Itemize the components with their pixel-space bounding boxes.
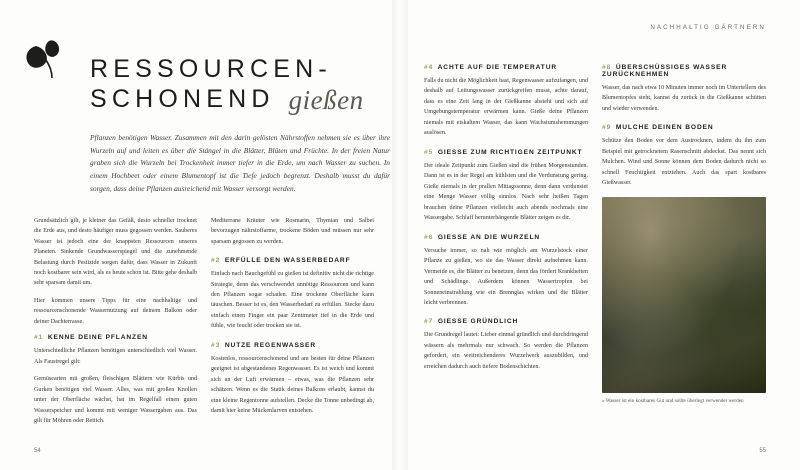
section-title: KENNE DEINE PFLANZEN — [47, 334, 148, 342]
paragraph: Hier kommen unsere Tipps für eine nachhaltige und ressourcenschonende Wassernutzung auf deinem Balkon oder deiner Dachterrasse. — [34, 297, 197, 325]
intro-paragraph: Pflanzen benötigen Wasser. Zusammen mit den darin gelösten Nährstoffen nehmen sie es über ihre Wurzeln auf und leiten es über die Stängel in die Blätter, Blüten und Früchte. In der freien Natur graben sich die Wurzeln bei Trockenheit immer tiefer in die Erde, um nach Wasser zu suchen. In einem Hochbeet oder einem Blumentopf ist die Tiefe jedoch begrenzt. Deshalb musst du dafür sorgen, dass deine Pflanzen ausreichend mit Wasser versorgt werden. — [90, 133, 390, 193]
section-heading-8 — [602, 64, 766, 78]
section-number: #5 — [424, 148, 434, 156]
section-title: GIESSE ZUM RICHTIGEN ZEITPUNKT — [437, 148, 583, 156]
section-title: NUTZE REGENWASSER — [224, 341, 317, 349]
paragraph: Versuche immer, so nah wie möglich am Wurzelstock einer Pflanze zu gießen, wo sie das Wasser direkt aufnehmen kann. Vermeide es, die Blätter zu benetzen, denn das fördert Krankheiten und Schädlinge. Außerdem können Wassertropfen bei Sonneneinstrahlung wie ein Brennglas wirken und die Blätter leicht verbrennen. — [424, 247, 588, 306]
paragraph: Wasser, das nach etwa 10 Minuten immer noch im Untertellern des Blumentopfes steht, kannst du zurück in die Gießkanne schütten und wieder verwenden. — [602, 85, 766, 112]
section-number: #8 — [602, 64, 612, 71]
paragraph: Mediterrane Kräuter wie Rosmarin, Thymian und Salbei bevorzugen nährstoffarme, trockene Böden und müssen nur sehr sparsam gegossen zu werden. — [211, 217, 374, 245]
right-column-1 — [424, 60, 588, 406]
paragraph: Gemüsearten mit großen, fleischigen Blättern wie Kürbis und Gurken benötigen viel Wasser. Alles, was mit großen Knollen unter der Oberfläche wächst, hat im Regelfall einen guten Wasserspeicher und kommt mit weniger Wassergaben aus. Das gilt für Möhren oder Rettich. — [34, 376, 197, 425]
left-page-columns — [34, 216, 374, 434]
paragraph: Falls du nicht die Möglichkeit hast, Regenwasser aufzufangen, und deshalb auf Leitungswasser zurückgreifen musst, achte darauf, dass es eine Zeit lang in der Gießkanne absteht und sich auf Umgebungstemperatur erwärmen kann. Gieße deine Pflanzen niemals mit eiskaltem Wasser, das kann Wachstumshemmungen auslösen. — [424, 78, 588, 137]
left-column-1 — [34, 216, 197, 434]
caption-text: Wasser ist ein kostbares Gut und sollte überlegt verwendet werden — [605, 397, 744, 404]
leaf-decoration-icon — [22, 36, 68, 82]
section-title: GIESSE GRÜNDLICH — [437, 318, 519, 326]
section-title: ERFÜLLE DEN WASSERBEDARF — [224, 257, 351, 265]
title-line-1: RESSOURCEN- — [90, 55, 332, 83]
section-number: #3 — [211, 341, 221, 349]
section-title: GIESSE AN DIE WURZELN — [437, 233, 541, 241]
page-number-right: 55 — [759, 448, 766, 454]
title-line-2-row — [90, 83, 374, 114]
section-heading-1 — [34, 334, 197, 341]
section-number: #7 — [424, 318, 434, 326]
right-page — [400, 0, 800, 470]
section-heading-4 — [424, 64, 588, 71]
section-number: #2 — [211, 257, 221, 265]
right-page-columns — [424, 60, 766, 406]
section-heading-5 — [424, 149, 588, 156]
section-number: #6 — [424, 233, 434, 241]
right-column-2 — [602, 60, 766, 406]
title-line-2: SCHONEND — [90, 85, 275, 113]
section-heading-9 — [602, 124, 766, 131]
title-script-word: gießen — [288, 85, 364, 115]
paragraph: Unterschiedliche Pflanzen benötigen unterschiedlich viel Wasser. Als Faustregel gilt: — [34, 348, 197, 365]
section-number: #9 — [602, 124, 612, 132]
photo-caption — [602, 398, 752, 406]
caption-arrow-icon: » — [602, 397, 604, 404]
section-heading-3 — [211, 342, 374, 349]
running-head: NACHHALTIG GÄRTNERN — [650, 24, 766, 31]
page-number-left: 54 — [34, 448, 41, 454]
paragraph: Schütze den Boden vor dem Austrocknen, indem du ihn zum Beispiel mit getrocknetem Rasenschnitt abdeckst. Das nennt sich Mulchen. Wind und Sonne können dem Boden dadurch nicht so schnell Feuchtigkeit entziehen. Auch das spart kostbares Gießwasser. — [602, 138, 766, 187]
section-heading-7 — [424, 318, 588, 325]
paragraph: Der ideale Zeitpunkt zum Gießen sind die frühen Morgenstunden. Dann ist es in der Regel am kühlsten und die Verdunstung gering. Gieße niemals in der prallen Mittagssonne, denn dann verdunstet eine Menge Wasser völlig sinnlos. Nach sehr heißen Tagen brauchen deine Pflanzen vielleicht auch abends nochmals eine Wassergabe. Schlaff herunterhängende Blätter zeigen es dir. — [424, 162, 588, 222]
paragraph: Grundsätzlich gilt, je kleiner das Gefäß, desto schneller trocknet die Erde aus, und desto häufiger muss gegossen werden. Sauberes Wasser ist jedoch eine der knappsten Ressourcen unseres Planeten. Sinkende Grundwasserspiegel und die zunehmende Belastung durch Pestizide sorgen dafür, dass Wasser in Zukunft noch kostbarer sein wird, als es heute schon ist. Bitte gehe deshalb sehr sparsam damit um. — [34, 217, 197, 287]
section-number: #1 — [34, 334, 44, 342]
left-column-2 — [211, 216, 374, 434]
section-title: ÜBERSCHÜSSIGES WASSER ZURÜCKNEHMEN — [602, 64, 728, 78]
section-title: MULCHE DEINEN BODEN — [615, 124, 714, 132]
watering-photo — [602, 197, 766, 393]
paragraph: Einfach nach Bauchgefühl zu gießen ist definitiv nicht die richtige Strategie, denn das verschwendet unnötige Ressourcen und kann den Pflanzen sogar schaden. Eine trockene Oberfläche kann täuschen. Besser ist es, den Wasserbedarf zu erfüllen. Stecke dazu einfach einen Finger ein paar Zentimeter tief in die Erde und fühle, wie feucht oder trocken sie ist. — [211, 271, 374, 330]
section-title: ACHTE AUF DIE TEMPERATUR — [437, 64, 558, 71]
paragraph: Kostenlos, ressourcenschonend und am besten für deine Pflanzen geeignet ist abgestandenes Regenwasser. Es ist weich und kommt sich an der Luft erwärmen – etwas, was die Pflanzen sehr schätzen. Wenn es die Statik deines Balkons erlaubt, kannst du eine kleine Regentonne aufstellen. Decke die Tonne unbedingt ab, damit hier keine Mückenlarven entstehen. — [211, 355, 374, 415]
section-heading-6 — [424, 234, 588, 241]
section-heading-2 — [211, 257, 374, 264]
paragraph: Die Grundregel lautet: Lieber einmal gründlich und durchdringend wässern als mehrmals nur schwach. So werden die Pflanzen gefordert, ein weitreichenderes Wurzelwerk auszubilden, und erreichen dadurch auch tiefere Bodenschichten. — [424, 332, 588, 370]
section-number: #4 — [424, 64, 434, 71]
page-title — [90, 56, 374, 114]
